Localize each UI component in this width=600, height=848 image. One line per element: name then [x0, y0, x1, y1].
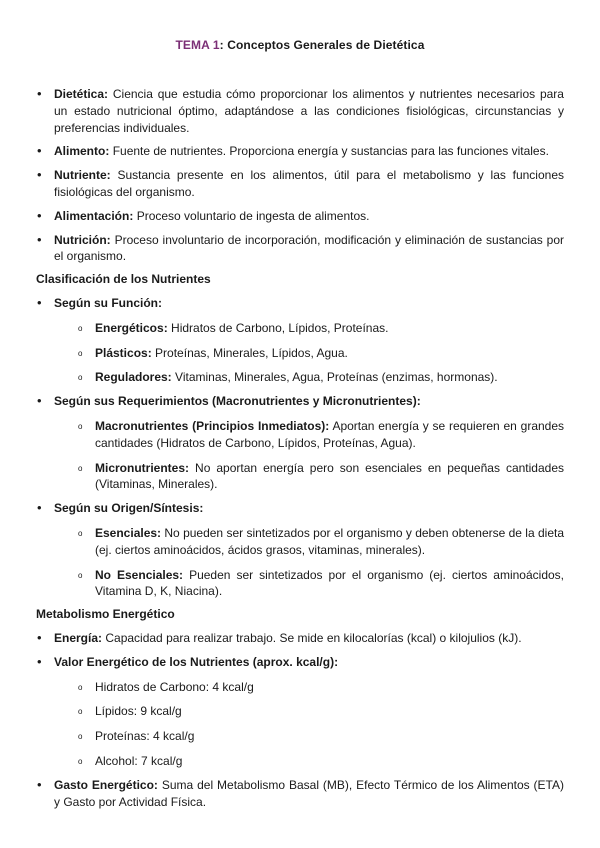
- definition: Sustancia presente en los alimentos, útil para el metabolismo y las funciones fisiológicas del organismo.: [54, 168, 564, 199]
- term: No Esenciales:: [95, 567, 184, 582]
- list-item: [36, 86, 564, 136]
- list-item: [36, 167, 564, 201]
- term: Reguladores:: [95, 370, 172, 385]
- term: Macronutrientes (Principios Inmediatos):: [95, 418, 330, 433]
- list-item: [36, 630, 564, 647]
- list-item: [36, 777, 564, 811]
- group-label: Según su Origen/Síntesis:: [54, 501, 204, 516]
- section-heading: Clasificación de los Nutrientes: [36, 272, 211, 287]
- metabolism-list: [36, 630, 564, 810]
- classification-list: [36, 295, 564, 600]
- page-title: [0, 37, 600, 53]
- term: Plásticos:: [95, 345, 152, 360]
- term: Nutrición:: [54, 232, 111, 247]
- sublist: [54, 679, 564, 770]
- sublist-item: o Alcohol: 7 kcal/g: [54, 753, 564, 770]
- definition: Proteínas, Minerales, Lípidos, Agua.: [155, 345, 348, 360]
- title-text: : Conceptos Generales de Dietética: [219, 38, 425, 52]
- sublist-item: o Lípidos: 9 kcal/g: [54, 703, 564, 720]
- sublist: [54, 320, 564, 386]
- list-item: [36, 208, 564, 225]
- sublist: [54, 525, 564, 600]
- definition: No aportan energía pero son esenciales en pequeñas cantidades (Vitaminas, Minerales).: [95, 460, 564, 492]
- group-label: Valor Energético de los Nutrientes (aprox. kcal/g):: [54, 654, 339, 669]
- group-label: Según su Función:: [54, 295, 162, 310]
- definition: Pueden ser sintetizados por el organismo (ej. ciertos aminoácidos, Vitamina D, K, Niacina).: [95, 567, 565, 599]
- tema-label: TEMA 1: [175, 38, 220, 52]
- term: Alimento:: [54, 144, 110, 159]
- sublist: [54, 418, 564, 493]
- term: Dietética:: [54, 87, 109, 101]
- term: Energéticos:: [95, 320, 168, 335]
- document-body: [36, 86, 564, 810]
- definition: Suma del Metabolismo Basal (MB), Efecto Térmico de los Alimentos (ETA) y Gasto por Actividad Física.: [54, 777, 564, 809]
- definition: Proceso involuntario de incorporación, modificación y eliminación de sustancias por el organismo.: [54, 232, 565, 264]
- definition: No pueden ser sintetizados por el organismo y deben obtenerse de la dieta (ej. ciertos aminoácidos, ácidos grasos, vitaminas, minerales).: [95, 525, 564, 557]
- definition: Ciencia que estudia cómo proporcionar los alimentos y nutrientes necesarios para un estado nutricional óptimo, adaptándose a las condiciones fisiológicas, circunstancias y preferencias individuales.: [54, 87, 564, 135]
- list-item: [36, 393, 564, 493]
- definition: Vitaminas, Minerales, Agua, Proteínas (enzimas, hormonas).: [175, 370, 498, 385]
- sublist-item: [54, 345, 564, 362]
- list-item: [36, 143, 564, 160]
- term: Gasto Energético:: [54, 777, 158, 792]
- sublist-item: [54, 567, 564, 601]
- definition: Capacidad para realizar trabajo. Se mide en kilocalorías (kcal) o kilojulios (kJ).: [105, 630, 522, 645]
- list-item: [36, 232, 564, 266]
- sublist-item: o Proteínas: 4 kcal/g: [54, 728, 564, 745]
- sublist-item: [54, 320, 564, 337]
- term: Esenciales:: [95, 525, 162, 540]
- definition: Fuente de nutrientes. Proporciona energía y sustancias para las funciones vitales.: [112, 144, 549, 159]
- term: Micronutrientes:: [95, 460, 190, 475]
- term: Nutriente:: [54, 168, 111, 183]
- definition: Hidratos de Carbono, Lípidos, Proteínas.: [171, 320, 389, 335]
- definition: Aportan energía y se requieren en grandes cantidades (Hidratos de Carbono, Lípidos, Proteínas, Agua).: [95, 418, 565, 450]
- term: Alimentación:: [54, 208, 134, 223]
- sublist-item: [54, 525, 564, 559]
- sublist-item: [54, 418, 564, 452]
- group-label: Según sus Requerimientos (Macronutrientes y Micronutrientes):: [54, 394, 421, 409]
- definitions-list: [36, 86, 564, 265]
- sublist-item: [54, 460, 564, 494]
- definition: Proceso voluntario de ingesta de alimentos.: [136, 208, 370, 223]
- list-item: [36, 500, 564, 600]
- sublist-item: o Hidratos de Carbono: 4 kcal/g: [54, 679, 564, 696]
- section-heading: Metabolismo Energético: [36, 607, 175, 622]
- term: Energía:: [54, 630, 103, 645]
- list-item: [36, 654, 564, 770]
- sublist-item: [54, 369, 564, 386]
- list-item: [36, 295, 564, 386]
